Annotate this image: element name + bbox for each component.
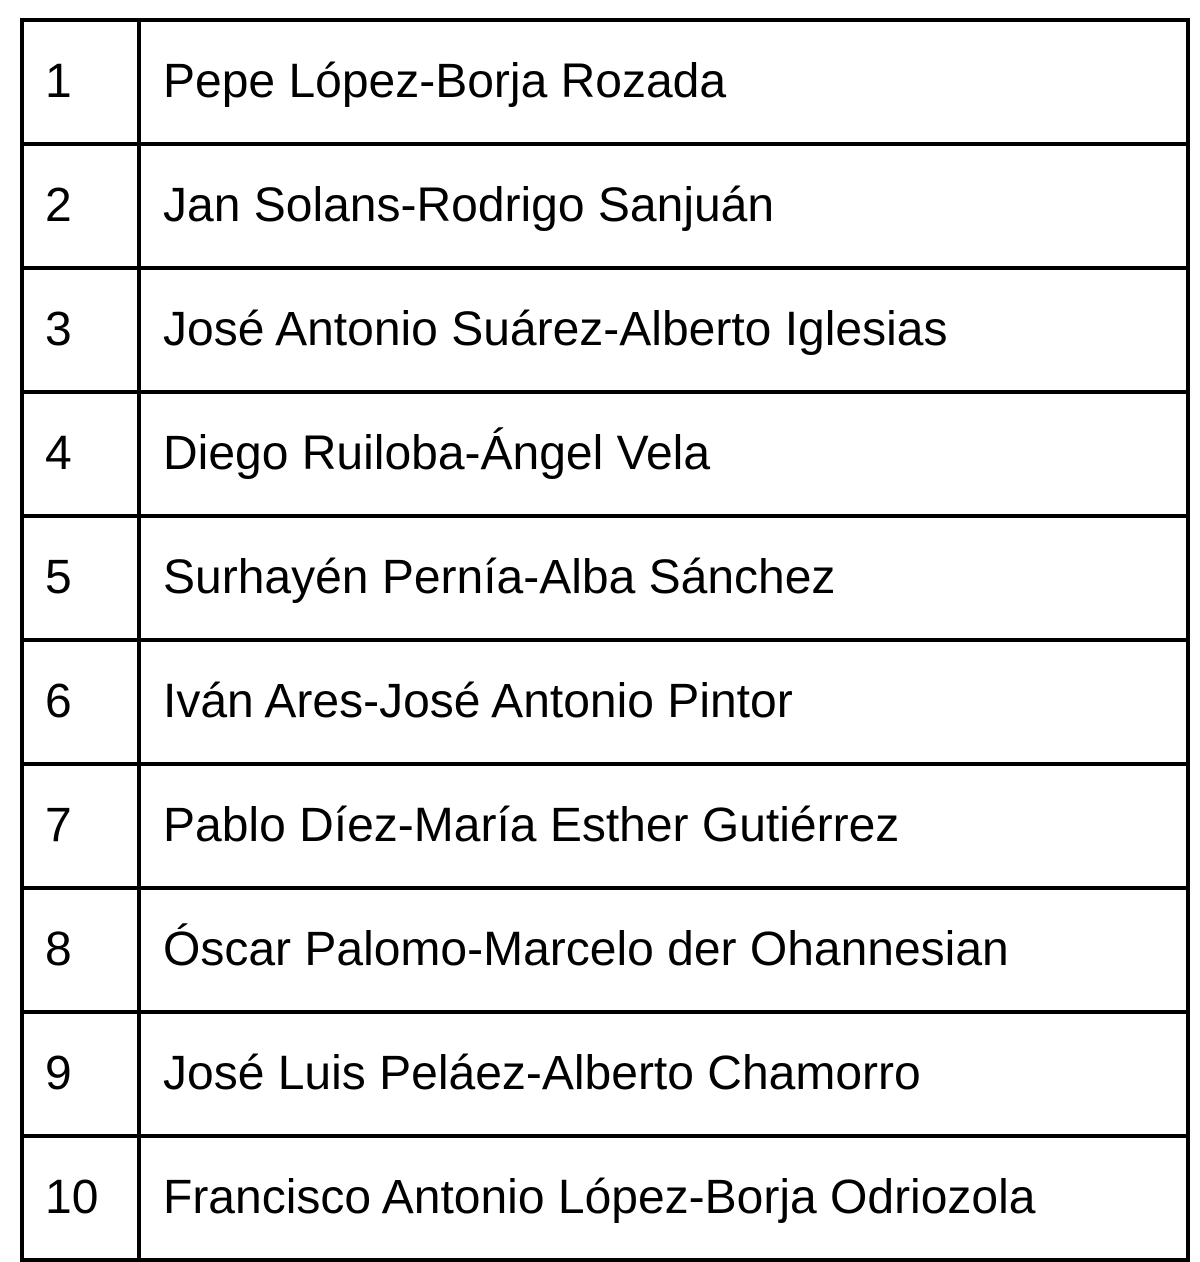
- position-cell: 1: [22, 20, 139, 144]
- table-row: [22, 640, 1188, 764]
- table-row: [22, 1012, 1188, 1136]
- position-cell: 4: [22, 392, 139, 516]
- position-cell: 3: [22, 268, 139, 392]
- position-cell: 7: [22, 764, 139, 888]
- position-cell: 6: [22, 640, 139, 764]
- ranking-table: [20, 18, 1190, 1262]
- pair-cell: Jan Solans-Rodrigo Sanjuán: [139, 144, 1188, 268]
- position-cell: 8: [22, 888, 139, 1012]
- table-row: [22, 144, 1188, 268]
- pair-cell: Diego Ruiloba-Ángel Vela: [139, 392, 1188, 516]
- table-row: [22, 1136, 1188, 1260]
- pair-cell: Pepe López-Borja Rozada: [139, 20, 1188, 144]
- pair-cell: Pablo Díez-María Esther Gutiérrez: [139, 764, 1188, 888]
- table-row: [22, 888, 1188, 1012]
- table-row: [22, 20, 1188, 144]
- table-row: [22, 516, 1188, 640]
- pair-cell: José Luis Peláez-Alberto Chamorro: [139, 1012, 1188, 1136]
- position-cell: 9: [22, 1012, 139, 1136]
- pair-cell: Iván Ares-José Antonio Pintor: [139, 640, 1188, 764]
- position-cell: 10: [22, 1136, 139, 1260]
- table-row: [22, 392, 1188, 516]
- pair-cell: José Antonio Suárez-Alberto Iglesias: [139, 268, 1188, 392]
- pair-cell: Surhayén Pernía-Alba Sánchez: [139, 516, 1188, 640]
- position-cell: 5: [22, 516, 139, 640]
- table-row: [22, 268, 1188, 392]
- position-cell: 2: [22, 144, 139, 268]
- pair-cell: Francisco Antonio López-Borja Odriozola: [139, 1136, 1188, 1260]
- table-row: [22, 764, 1188, 888]
- pair-cell: Óscar Palomo-Marcelo der Ohannesian: [139, 888, 1188, 1012]
